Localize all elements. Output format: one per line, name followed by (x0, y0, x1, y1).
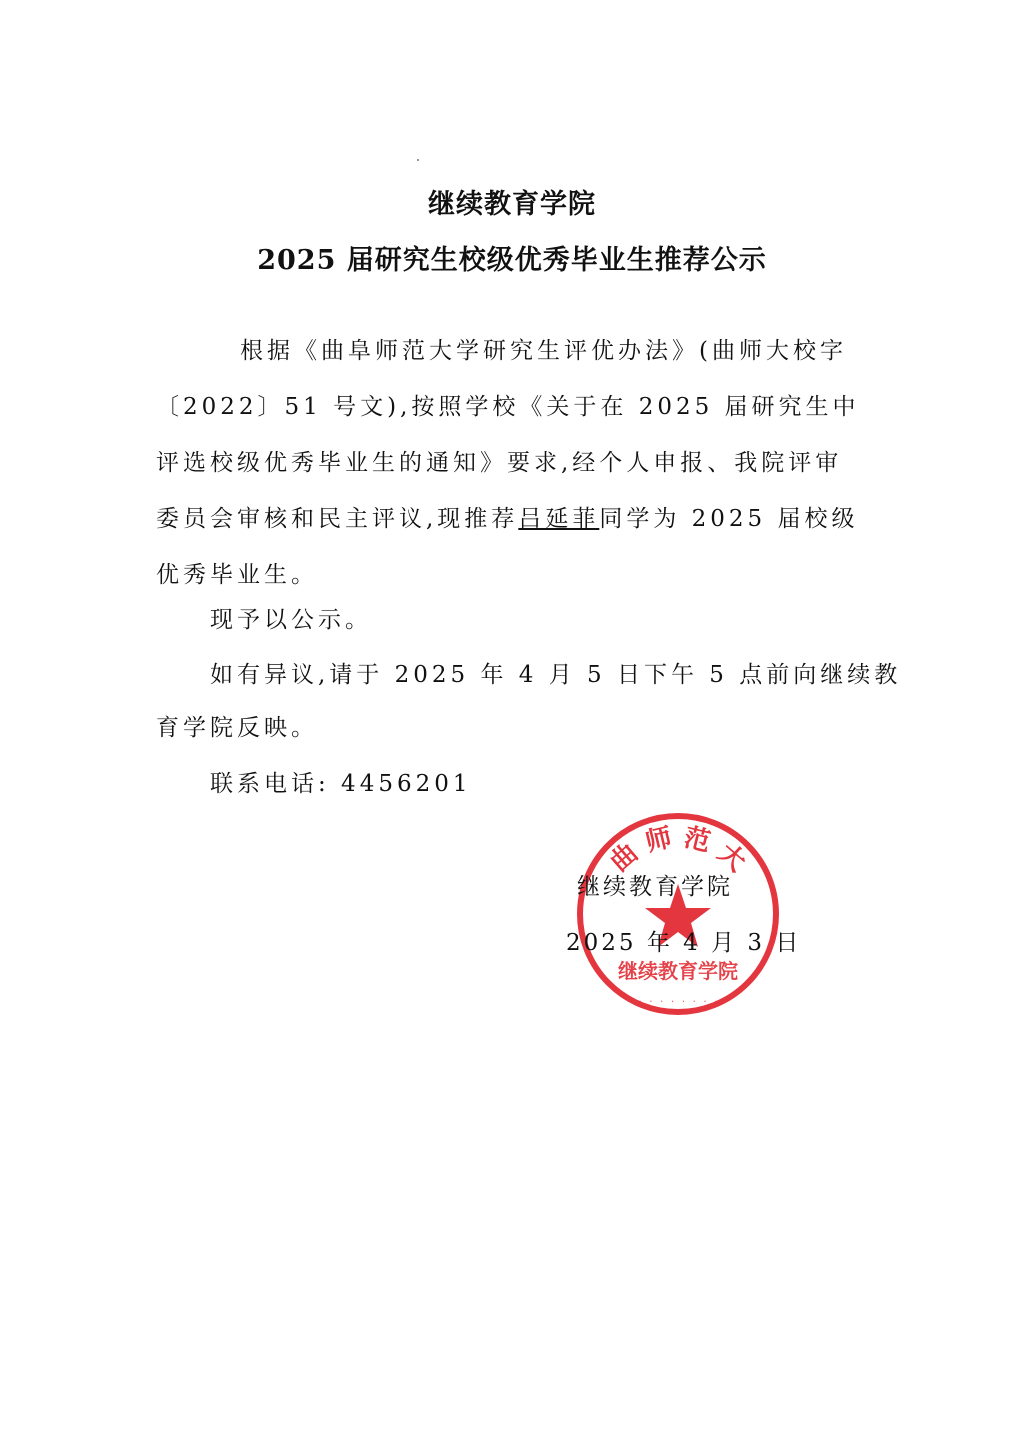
official-seal (574, 810, 782, 1018)
document-title: 2025 届研究生校级优秀毕业生推荐公示 (257, 245, 767, 276)
paragraph-objection-line2: 育学院反映。 (156, 715, 318, 741)
seal-top-text: 曲 师 范 大 (604, 822, 752, 878)
paragraph-text-after: 同学为 2025 届校级优秀毕业生。 (156, 506, 859, 588)
org-title: 继续教育学院 (428, 189, 596, 220)
contact-phone: 联系电话: 4456201 (210, 771, 472, 797)
nominee-name: 吕延菲 (518, 506, 600, 532)
speck-mark (417, 159, 419, 161)
seal-bottom-text: 继续教育学院 (618, 959, 738, 983)
signature-org: 继续教育学院 (577, 874, 733, 900)
paragraph-recommendation-text (156, 323, 866, 603)
signature-date: 2025 年 4 月 3 日 (566, 930, 802, 956)
paragraph-announcement: 现予以公示。 (210, 607, 372, 633)
paragraph-objection-line1: 如有异议,请于 2025 年 4 月 5 日下午 5 点前向继续教 (210, 662, 902, 688)
paragraph-recommendation (156, 323, 866, 603)
svg-text:. . . . . . . .: . . . . . . . . (637, 995, 719, 1005)
paragraph-text-before: 根据《曲阜师范大学研究生评优办法》(曲师大校字〔2022〕51 号文),按照学校《关于在 2025 届研究生中评选校级优秀毕业生的通知》要求,经个人申报、我院评审委员会审核和民主评议,现推荐 (156, 338, 860, 532)
